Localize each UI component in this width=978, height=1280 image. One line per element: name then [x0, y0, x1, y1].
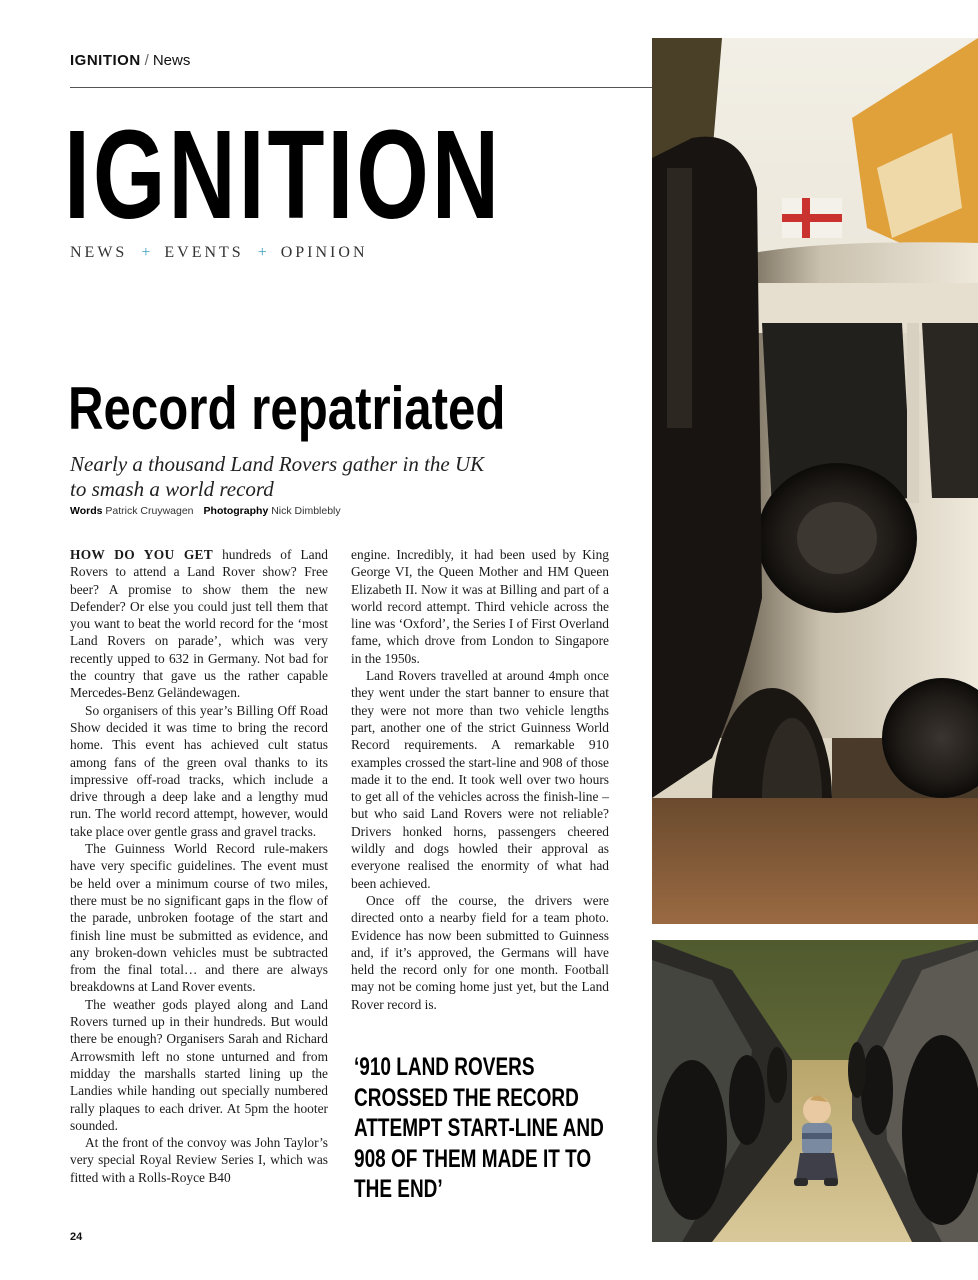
page-number: 24 [70, 1231, 83, 1243]
photography-label: Photography [203, 505, 269, 517]
header-rule [70, 87, 653, 88]
body-paragraph: The Guinness World Record rule-makers have very specific guidelines. The event must be held over a minimum course of two miles, there must be no significant gaps in the flow of the parade, unbroken footage of the start and finish line must be submitted as evidence, and any broken-down vehicles must be subtracted from the final total… and there are always breakdowns at Land Rover events. [70, 841, 328, 995]
body-paragraph: The weather gods played along and Land Rovers turned up in their hundreds. But would there be enough? Organisers Sarah and Richard Arrowsmith left no stone unturned and from midday the marshalls started lining up the Landies while handing out specially numbered rally plaques to each driver. At 5pm the hooter sounded. [70, 996, 328, 1133]
article-headline: Record repatriated [68, 375, 506, 442]
article-standfirst: Nearly a thousand Land Rovers gather in the UK to smash a world record [70, 452, 485, 501]
kicker-news: NEWS [70, 244, 128, 261]
kicker-opinion: OPINION [280, 244, 368, 261]
section-tag [70, 52, 190, 69]
subsection-name: News [152, 52, 191, 69]
body-paragraph: engine. Incredibly, it had been used by King George VI, the Queen Mother and HM Queen Elizabeth II. Now it was at Billing and part of a world record attempt. Third vehicle across the line was ‘Oxford’, the Series I of First Overland fame, which drove from London to Singapore in the 1950s. [351, 547, 609, 666]
kicker-separator: + [257, 244, 267, 261]
kicker-events: EVENTS [164, 244, 244, 261]
masthead-title: IGNITION [64, 104, 503, 245]
photo-child-between-vehicles [652, 940, 978, 1242]
section-name: IGNITION [70, 52, 141, 69]
author-name: Patrick Cruywagen [105, 505, 194, 517]
section-separator: / [144, 52, 149, 69]
words-label: Words [70, 505, 103, 517]
body-paragraph: HOW DO YOU GET hundreds of Land Rovers to attend a Land Rover show? Free beer? A promise to show them the new Defender? Or else you could just tell them that you want to beat the world record for the ‘most Land Rovers on parade’, which was very recently upped to 632 in Germany. Not bad for the country that gave us the rather capable Mercedes-Benz Geländewagen. [70, 547, 328, 701]
body-paragraph: At the front of the convoy was John Taylor’s very special Royal Review Series I, which was fitted with a Rolls-Royce B40 [70, 1135, 328, 1185]
lead-in: HOW DO YOU GET [70, 547, 214, 562]
body-paragraph: Once off the course, the drivers were directed onto a nearby field for a team photo. Evidence has now been submitted to Guinness and, if it’s approved, the Germans will have held the record only for one month. Football may not be coming home just yet, but the Land Rover record is. [351, 892, 609, 1012]
body-column-2 [351, 546, 609, 1013]
photographer-name: Nick Dimblebly [271, 505, 341, 517]
pull-quote: ‘910 LAND ROVERS CROSSED THE RECORD ATTEMPT START-LINE AND 908 OF THEM MADE IT TO THE END’ [354, 1053, 604, 1203]
body-paragraph: So organisers of this year’s Billing Off Road Show decided it was time to bring the record home. This event has achieved cult status among fans of the green oval thanks to its impressive off-road tracks, which include a drive through a deep lake and a lengthy mud run. The world record attempt, however, would take place over gentle grass and gravel tracks. [70, 702, 328, 839]
article-credits [70, 505, 341, 517]
body-column-1 [70, 546, 328, 1186]
body-paragraph: Land Rovers travelled at around 4mph once they went under the start banner to ensure that they were not more than two vehicle lengths part, another one of the strict Guinness World Record requirements. A remarkable 910 examples crossed the start-line and 908 of those made it to the end. It took well over two hours to get all of the vehicles across the finish-line – but who said Land Rovers were not reliable? Drivers honked horns, passengers cheered wildly and dogs howled their approval as everyone realised the enormity of what had been achieved. [351, 668, 609, 891]
masthead-kickers [70, 244, 368, 262]
kicker-separator: + [141, 244, 151, 261]
photo-land-rover-closeup [652, 38, 978, 924]
